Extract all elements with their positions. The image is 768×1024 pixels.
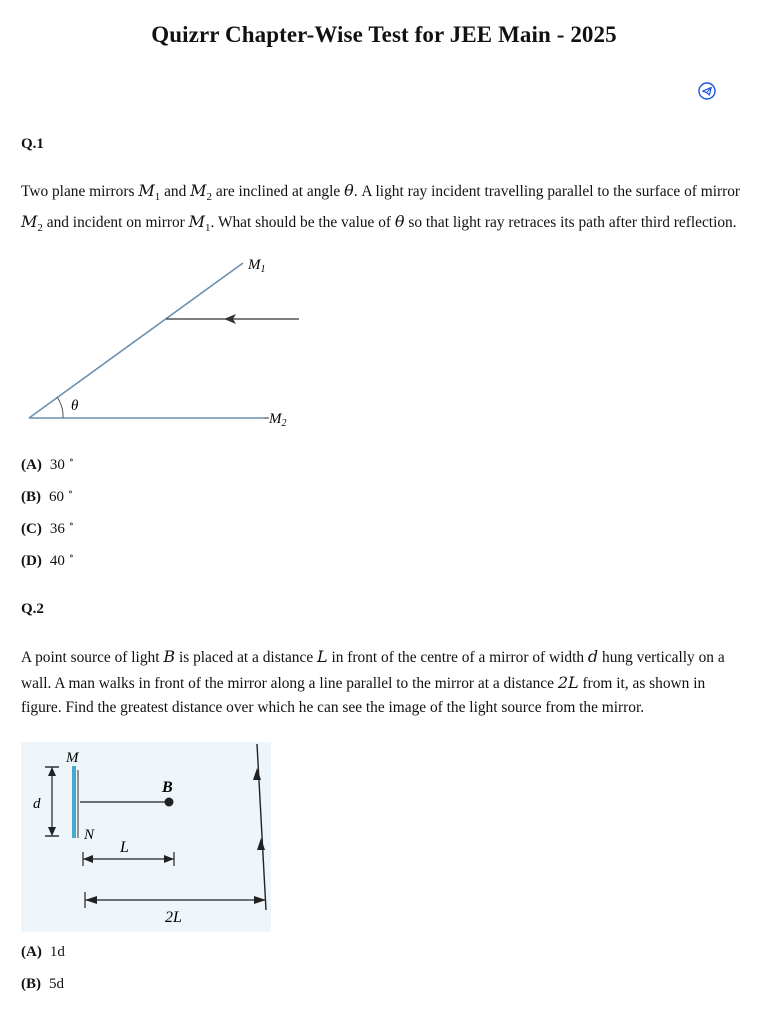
q1-option-c[interactable]: (C) 36 ∘ (21, 519, 74, 537)
figure-background (21, 742, 271, 932)
2l-label: 2L (165, 909, 182, 926)
l-label: L (120, 839, 129, 856)
question-2-text: A point source of light B is placed at a distance L in front of the centre of a mirror of width d hung vertically on a wall. A man walks in front of the mirror along a line parallel to the mirror at a distance 2L from it, as shown in figure. Find the greatest distance over which he can see the image of the light source from the mirror. (21, 647, 725, 716)
page-title: Quizrr Chapter-Wise Test for JEE Main - 2025 (151, 22, 617, 47)
question-2-figure (21, 742, 271, 932)
mirror-m1-line (29, 263, 243, 418)
d-label: d (33, 796, 41, 812)
angle-theta-label: θ (71, 398, 79, 414)
m-label: M (66, 750, 79, 766)
b-label: B (162, 779, 173, 796)
source-b-point (165, 798, 174, 807)
n-label: N (84, 827, 95, 843)
q2-option-b[interactable]: (B) 5d (21, 976, 64, 992)
question-1-label: Q.1 (21, 136, 44, 152)
mirror-m2-label: $M_2$ (269, 411, 287, 429)
question-2-label: Q.2 (21, 601, 44, 617)
q1-option-b[interactable]: (B) 60 ∘ (21, 487, 73, 505)
q1-option-d[interactable]: (D) 40 ∘ (21, 551, 74, 569)
question-1-text: Two plane mirrors $M_1$ and $M_2$ are inclined at angle θ. A light ray incident travelling parallel to the surface of mirror $M_2$ and incident on mirror $M_1$. What should be the value of θ so that light ray retraces its path after third reflection. (21, 181, 741, 234)
telegram-share-icon[interactable] (698, 82, 716, 100)
mirror-m1-label: $M_1$ (248, 257, 266, 275)
q2-option-a[interactable]: (A) 1d (21, 944, 65, 960)
q1-option-a[interactable]: (A) 30 ∘ (21, 455, 74, 473)
angle-arc (57, 397, 63, 418)
question-1-figure (21, 250, 311, 435)
